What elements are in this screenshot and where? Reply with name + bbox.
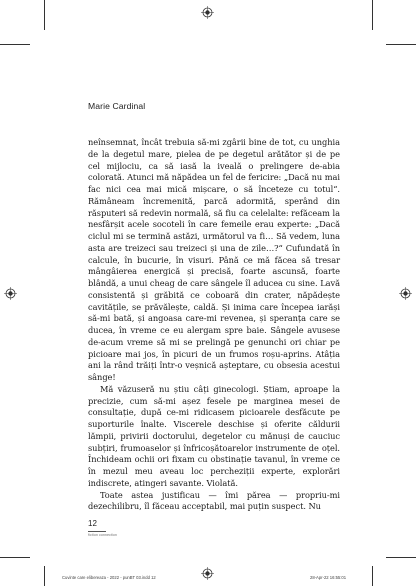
slug-file-info: Cuvinte care elibereaza - 2022 - punBT 03.indd 12: [62, 575, 156, 580]
paragraph: Toate astea justificau — îmi părea — propriu-mi dezechilibru, îl făceau acceptabil, mai puțin suspect. Nu: [88, 489, 340, 512]
crop-mark: [386, 557, 416, 558]
crop-mark: [386, 44, 416, 45]
registration-mark-icon: [201, 567, 214, 580]
running-head: Marie Cardinal: [88, 101, 146, 111]
body-text: [88, 137, 340, 513]
folio-rule: [88, 531, 106, 532]
crop-mark: [372, 0, 373, 30]
registration-mark-icon: [399, 287, 412, 300]
paragraph: neînsemnat, încât trebuia să-mi zgârii bine de tot, cu unghia de la degetul mare, pielea de pe degetul arătător și de pe cel mijlociu, ca să iasă la iveală o prelingere de-abia colorată. Atunci mă năpădea un fel de fericire: „Dacă nu mai fac nici cea mai mică mișcare, o să înceteze cu totul“. Rămâneam încremenită, parcă adormită, sperând din răsputeri să redevin normală, să fiu ca celelalte: refăceam la nesfârșit acele socoteli în care femeile erau experte: „Dacă ciclul mi se termină astăzi, următorul va fi… Să vedem, luna asta are treizeci sau treizeci și una de zile…?“ Cufundată în calcule, în bucurie, în visuri. Până ce mă făcea să tresar mângâierea energică și precisă, foarte ascunsă, foarte blândă, a unui cheag de care sângele îl aducea cu sine. Lavă consistentă și grăbită ce coboară din crater, năpădește cavitățile, se prăvălește, caldă. Și inima care începea iarăși să-mi bată, și angoasa care-mi revenea, și speranța care se ducea, în vreme ce eu alergam spre baie. Sângele avusese de-acum vreme să mi se prelingă pe genunchi ori chiar pe picioare mai jos, în picuri de un frumos roșu-aprins. Atâția ani la rând trăiți într-o veșnică așteptare, cu obsesia acestui sânge!: [88, 137, 340, 382]
crop-mark: [44, 566, 45, 586]
paragraph: Mă văzuseră nu știu câți ginecologi. Știam, aproape la precizie, cum să-mi așez fesele pe marginea mesei de consultație, după ce-mi ridicasem picioarele desfăcute pe suporturile înalte. Viscerele deschise și oferite căldurii lămpii, privirii doctorului, degetelor cu mănuși de cauciuc subțiri, frumoaselor și înfricoșătoarelor instrumente de oțel. Închideam ochii ori fixam cu obstinație tavanul, în vreme ce în mezul meu aveau loc percheziții experte, explorări indiscrete, atingeri savante. Violată.: [88, 383, 340, 488]
crop-mark: [44, 0, 45, 30]
registration-mark-icon: [4, 287, 17, 300]
crop-mark: [372, 566, 373, 586]
crop-mark: [0, 557, 30, 558]
crop-mark: [0, 44, 30, 45]
page-number: 12: [88, 519, 97, 528]
slug-timestamp: 28-Apr-22 16:55:01: [310, 575, 347, 580]
series-label: fiction connection: [88, 533, 118, 537]
registration-mark-icon: [201, 6, 214, 19]
